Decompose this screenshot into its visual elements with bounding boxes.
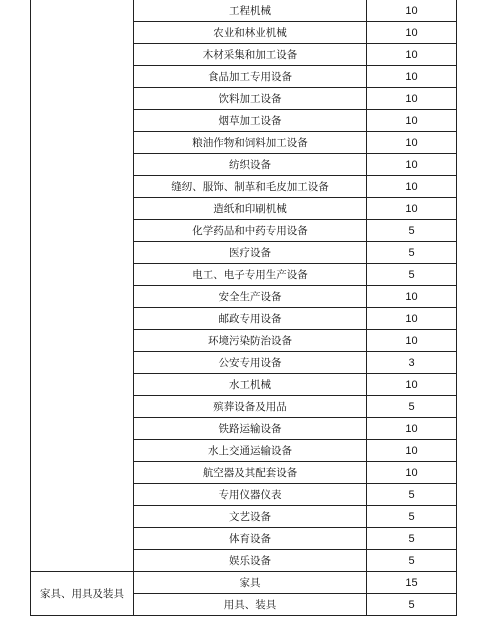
table-row (31, 0, 457, 22)
item-name-cell: 化学药品和中药专用设备 (134, 220, 367, 242)
years-cell: 5 (367, 220, 457, 242)
years-cell: 10 (367, 330, 457, 352)
item-name-cell: 缝纫、服饰、制革和毛皮加工设备 (134, 176, 367, 198)
item-name-cell: 环境污染防治设备 (134, 330, 367, 352)
years-cell: 5 (367, 594, 457, 616)
item-name-cell: 烟草加工设备 (134, 110, 367, 132)
depreciation-table (30, 0, 457, 616)
item-name-cell: 文艺设备 (134, 506, 367, 528)
item-name-cell: 电工、电子专用生产设备 (134, 264, 367, 286)
years-cell: 10 (367, 44, 457, 66)
years-cell: 5 (367, 528, 457, 550)
years-cell: 5 (367, 396, 457, 418)
item-name-cell: 航空器及其配套设备 (134, 462, 367, 484)
item-name-cell: 食品加工专用设备 (134, 66, 367, 88)
item-name-cell: 家具 (134, 572, 367, 594)
years-cell: 10 (367, 440, 457, 462)
item-name-cell: 娱乐设备 (134, 550, 367, 572)
years-cell: 15 (367, 572, 457, 594)
years-cell: 10 (367, 66, 457, 88)
item-name-cell: 农业和林业机械 (134, 22, 367, 44)
years-cell: 10 (367, 0, 457, 22)
item-name-cell: 邮政专用设备 (134, 308, 367, 330)
years-cell: 10 (367, 286, 457, 308)
years-cell: 10 (367, 198, 457, 220)
item-name-cell: 造纸和印刷机械 (134, 198, 367, 220)
item-name-cell: 安全生产设备 (134, 286, 367, 308)
item-name-cell: 水上交通运输设备 (134, 440, 367, 462)
years-cell: 5 (367, 264, 457, 286)
table-body (31, 0, 457, 616)
item-name-cell: 木材采集和加工设备 (134, 44, 367, 66)
item-name-cell: 铁路运输设备 (134, 418, 367, 440)
item-name-cell: 工程机械 (134, 0, 367, 22)
item-name-cell: 专用仪器仪表 (134, 484, 367, 506)
years-cell: 5 (367, 550, 457, 572)
item-name-cell: 医疗设备 (134, 242, 367, 264)
category-cell-furniture: 家具、用具及装具 (31, 572, 134, 616)
years-cell: 10 (367, 88, 457, 110)
years-cell: 10 (367, 374, 457, 396)
item-name-cell: 公安专用设备 (134, 352, 367, 374)
item-name-cell: 殡葬设备及用品 (134, 396, 367, 418)
years-cell: 10 (367, 154, 457, 176)
table-row (31, 572, 457, 594)
years-cell: 10 (367, 110, 457, 132)
years-cell: 10 (367, 418, 457, 440)
item-name-cell: 饮料加工设备 (134, 88, 367, 110)
years-cell: 10 (367, 176, 457, 198)
years-cell: 10 (367, 22, 457, 44)
item-name-cell: 用具、装具 (134, 594, 367, 616)
years-cell: 5 (367, 242, 457, 264)
years-cell: 10 (367, 462, 457, 484)
item-name-cell: 体育设备 (134, 528, 367, 550)
years-cell: 10 (367, 132, 457, 154)
item-name-cell: 粮油作物和饲料加工设备 (134, 132, 367, 154)
category-cell-special-equipment (31, 0, 134, 572)
years-cell: 10 (367, 308, 457, 330)
years-cell: 3 (367, 352, 457, 374)
item-name-cell: 水工机械 (134, 374, 367, 396)
item-name-cell: 纺织设备 (134, 154, 367, 176)
years-cell: 5 (367, 484, 457, 506)
years-cell: 5 (367, 506, 457, 528)
